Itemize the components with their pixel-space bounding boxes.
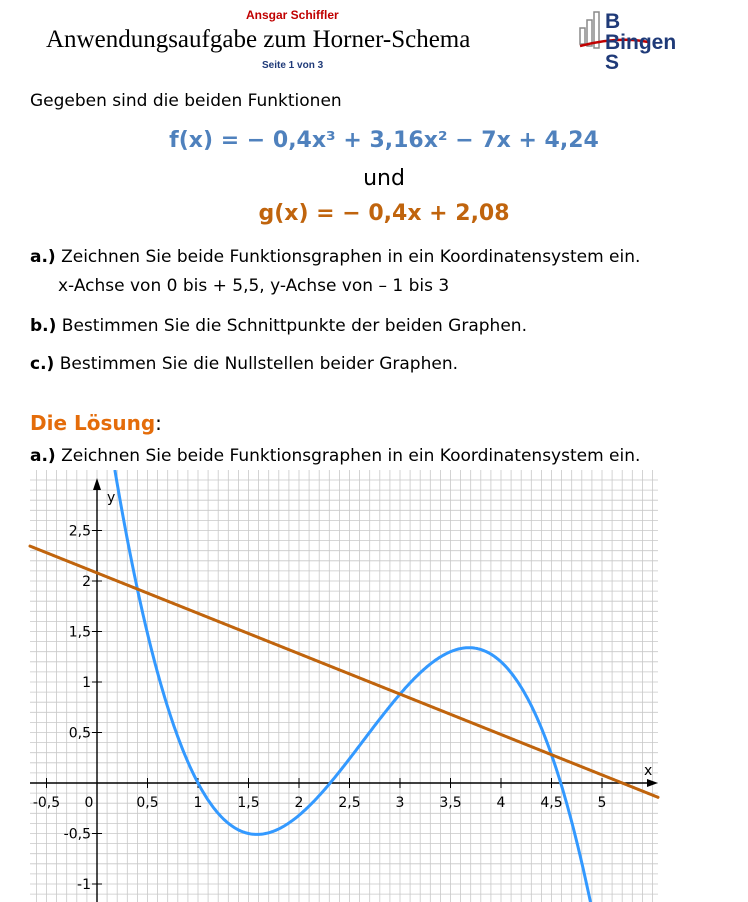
formula-f: f(x) = − 0,4x³ + 3,16x² − 7x + 4,24	[169, 128, 599, 153]
series-line-f	[115, 471, 591, 902]
solution-a-label: a.)	[30, 446, 56, 466]
page-number: Seite 1 von 3	[262, 60, 324, 71]
solution-task-a	[30, 446, 640, 466]
y-tick-label: 1,5	[68, 624, 91, 641]
solution-a-text: Zeichnen Sie beide Funktionsgraphen in ein Koordinatensystem ein.	[55, 446, 641, 466]
intro-text: Gegeben sind die beiden Funktionen	[30, 91, 342, 111]
x-tick-label: 1,5	[237, 795, 260, 811]
solution-title: Die Lösung	[30, 411, 156, 435]
page-title: Anwendungsaufgabe zum Horner-Schema	[46, 26, 471, 53]
solution-heading	[30, 411, 162, 435]
x-tick-label: 3,5	[439, 795, 462, 811]
logo-bingen: Bingen	[605, 31, 677, 54]
x-tick-label: 1	[193, 795, 203, 811]
task-a-label: a.)	[30, 247, 56, 267]
task-a-subtext: x-Achse von 0 bis + 5,5, y-Achse von – 1 bis 3	[58, 276, 450, 296]
y-tick-label: -0,5	[63, 826, 91, 843]
x-tick-label: 5	[597, 795, 607, 811]
task-c-label: c.)	[30, 354, 55, 374]
task-a-text: Zeichnen Sie beide Funktionsgraphen in ein Koordinatensystem ein.	[55, 247, 641, 267]
x-tick-label: 4,5	[540, 795, 563, 811]
logo-s: S	[605, 51, 620, 70]
task-b-label: b.)	[30, 316, 57, 336]
y-tick-label: 1	[82, 675, 91, 691]
y-tick-label: 2,5	[68, 523, 91, 540]
x-tick-label: 2,5	[338, 795, 361, 811]
bbs-bingen-logo	[578, 6, 698, 70]
formula-g: g(x) = − 0,4x + 2,08	[258, 201, 510, 226]
x-tick-label: 0,5	[136, 795, 159, 811]
function-graph	[0, 470, 748, 902]
task-b-text: Bestimmen Sie die Schnittpunkte der beiden Graphen.	[56, 316, 527, 336]
x-tick-label: 0	[84, 795, 94, 811]
y-axis-label: y	[107, 490, 116, 506]
y-tick-label: -1	[77, 877, 91, 893]
x-tick-label: 2	[294, 795, 304, 811]
x-tick-label: 4	[496, 795, 506, 811]
solution-colon: :	[155, 411, 162, 435]
task-a	[30, 247, 640, 267]
conjunction-text: und	[363, 166, 405, 191]
task-c	[30, 354, 458, 374]
logo-b: B	[605, 10, 621, 33]
x-tick-label: -0,5	[32, 795, 61, 811]
x-tick-label: 3	[395, 795, 405, 811]
x-axis-label: x	[644, 763, 653, 779]
y-tick-label: 2	[82, 574, 91, 590]
task-b	[30, 316, 527, 336]
author-name: Ansgar Schiffler	[246, 8, 339, 22]
task-c-text: Bestimmen Sie die Nullstellen beider Graphen.	[54, 354, 458, 374]
y-tick-label: 0,5	[68, 725, 91, 742]
